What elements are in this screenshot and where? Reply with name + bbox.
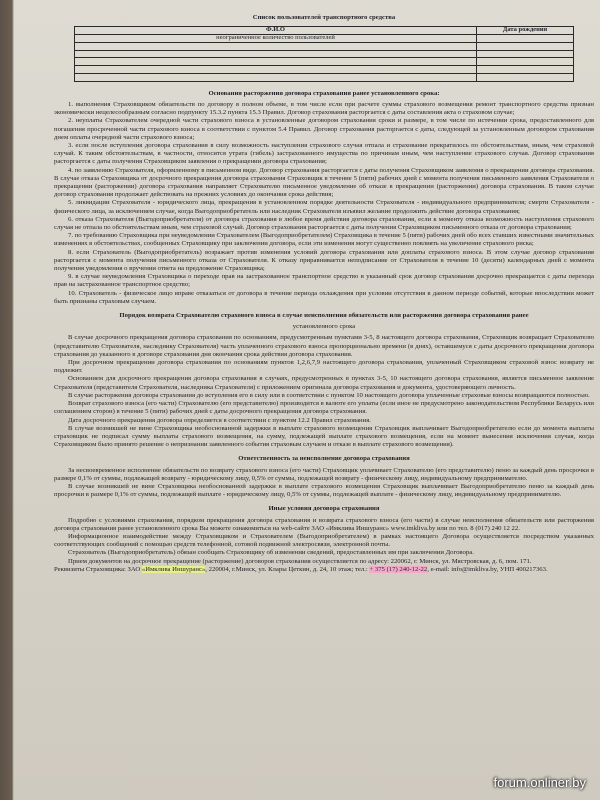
other-paragraph: Страхователь (Выгодоприобретатель) обязан сообщать Страховщику об изменении сведений, предоставленных им при заключении Договора. <box>68 549 474 557</box>
document-page <box>14 0 600 800</box>
table-row <box>75 35 574 43</box>
table-cell <box>75 66 477 74</box>
table-cell <box>75 73 477 81</box>
refund-paragraph: При досрочном прекращении договора страхования по основаниям пунктов 1,2,6,7,9 настоящего договора страхования, уплаченный Страховщиком страховой взнос возврату не подлежит. <box>54 359 594 375</box>
forum-watermark: forum.onliner.by <box>493 775 586 790</box>
table-cell <box>477 73 574 81</box>
table-cell <box>477 58 574 66</box>
table-cell <box>477 50 574 58</box>
termination-item: 1. выполнения Страховщиком обязательств по договору в полном объеме, в том числе если при расчете суммы страхового возмещения ремонт транспортного средства признан экономически нецелесообразным согласно подпункту 15.3.2 пункта 15.3 Правил. Договор страхования расторгается с даты составления акта о страховом случае; <box>54 100 594 117</box>
table-row <box>75 58 574 66</box>
termination-item: 10. Страхователь - физическое лицо вправе отказаться от договора в течение периода охлаждения при условии отсутствия в данном периоде событий, которые впоследствии может быть признаны страховым случаем. <box>54 289 594 305</box>
termination-heading: Основания расторжения договора страхования ранее установленного срока: <box>208 89 440 97</box>
termination-item: 7. по требованию Страховщика при неуведомлении Страхователем (Выгодоприобретателем) Страховщика в течение 5 (пяти) рабочих дней обо всех ставших известными значительных изменениях в обстоятельствах, сообщенных Страховщику при заключении договора, если эти изменения могут существенно повлиять на увеличение страхового риска; <box>54 232 594 248</box>
users-table-title: Список пользователей транспортного средства <box>252 14 396 21</box>
table-cell <box>477 66 574 74</box>
liability-paragraph: В случае возникшей не вине Страховщика необоснованной задержки в выплате страхового возмещения Страховщик выплачивает Выгодоприобретателю пеню за каждый день просрочки в размере 0,1% от суммы, подлежащей выплате - юридическому лицу, 0,5% от суммы, подлежащей выплате - физическому лицу, индивидуальному предпринимателю. <box>54 482 594 499</box>
table-cell <box>75 50 477 58</box>
liability-heading: Ответственность за неисполнение договора страхования <box>238 455 410 463</box>
insurer-requisites <box>54 566 594 574</box>
table-row <box>75 50 574 58</box>
other-paragraph: Информационное взаимодействие между Страховщиком и Страхователем (Выгодоприобретателем) в рамках настоящего Договора осуществляется посредством указанных соответствующих сообщений с помощью средств телефонной, сотовой подвижной электросвязи, электронной почты. <box>54 532 594 549</box>
unlimited-users-cell: неограниченное количество пользователей <box>75 35 477 43</box>
termination-item: 2. неуплаты Страхователем очередной части страхового взноса в установленные договором страхования сроки и размере, в том числе по истечении срока, предоставленного для погашения просроченной части страхового взноса в соответствии с пунктом 5.4 Правил. Договор страхования расторгается с даты, следующей за установленным договором страхования днем оплаты очередной части страхового взноса; <box>54 117 594 141</box>
other-paragraph: Прием документов на досрочное прекращение (расторжение) договоров страхования осуществляется по адресу: 220062, г. Минск, ул. Мястровская, д. 6, пом. 171. <box>68 557 532 565</box>
table-cell <box>477 35 574 43</box>
refund-paragraph: Дата досрочного прекращения договора определяется в соответствии с пунктом 12.2 Правил страхования. <box>68 416 371 424</box>
requisites-label: Реквизиты Страховщика: ЗАО <box>54 565 142 573</box>
col-name-header: Ф.И.О <box>75 27 477 35</box>
refund-subheading: установленного срока <box>292 323 356 331</box>
refund-paragraph: В случае расторжения договора страхования до вступления его в силу или в соответствии с пунктом 10 настоящего договора уплаченные страховые взносы возвращаются полностью. <box>68 391 590 399</box>
termination-item: 9. в случае неуведомления Страховщика о переходе прав на застрахованное транспортное средство в указанный срок договор страхования досрочно прекращается с даты перехода прав на застрахованное транспортное средство; <box>54 273 594 289</box>
requisites-email: , e-mail: info@imkliva.by, УНП 400217363. <box>427 565 548 573</box>
refund-paragraph: В случае досрочного прекращения договора страхования по основаниям, предусмотренным пунктами 3-5, 8 настоящего договора страхования, Страховщик возвращает Страхователю (представителю Страхователя, наследнику Страхователя) часть уплаченного страхового взноса пропорционально времени (в днях), оставшемуся с даты досрочного прекращения договора страхования до указанного в договоре страхования дня окончания срока действия договора страхования. <box>54 334 594 358</box>
table-cell <box>75 58 477 66</box>
termination-item: 4. по заявлению Страхователя, оформленному в письменном виде. Договор страхования расторгается с даты получения Страховщиком заявления о прекращении договора страхования. В случае отказа Страховщика от досрочного прекращения договора страхования Страховщик в течение 5 (пяти) рабочих дней с момента получения письменного заявления Страхователя о прекращении (расторжении) договора страхования направляет Страхователю письменное уведомление об отказе в прекращении (расторжении) договора страхования. В таком случае договор страхования продолжает действовать на прежних условиях до окончания срока действия; <box>54 166 594 199</box>
refund-paragraph: Основанием для досрочного прекращения договора страхования в случаях, предусмотренных в пунктах 3-5, 10 настоящего договора страхования, является письменное заявление Страхователя (представителя Страхователя, наследника Страхователя) с приложением оригинала договора страхования и документа, удостоверяющего личность. <box>54 375 594 391</box>
termination-item: 5. ликвидации Страхователя - юридического лица, прекращения в установленном порядке деятельности Страхователя - индивидуального предпринимателя; смерти Страхователя - физического лица, за исключением случае, когда Выгодоприобретатель или наследник Страхователя изъявил желание продолжить действие договора страхования; <box>54 199 594 215</box>
refund-paragraph: Возврат страхового взноса (его части) Страхователю (его представителю) производится в валюте его уплаты (если иное не предусмотрено законодательством Республики Беларусь или соглашением сторон) в течение 5 (пяти) рабочих дней с даты досрочного прекращения договора страхования. <box>54 400 594 416</box>
company-name-highlight: «Имклива Иншуранс» <box>141 565 206 573</box>
requisites-address: , 220004, г.Минск, ул. Клары Цеткин, д. 24, 10 этаж; тел.: <box>205 565 370 573</box>
col-birth-header: Дата рождения <box>477 27 574 35</box>
table-row <box>75 66 574 74</box>
table-cell <box>477 42 574 50</box>
termination-item: 8. если Страхователь (Выгодоприобретатель) возражает против изменения условий договора страхования или доплаты страхового взноса. В этом случае договор страхования расторгается с момента получения письменного отказа от Страхователя. К отказу приравнивается неподписание от Страхователя в течение 10 (десяти) календарных дней с момента получения уведомления о вручении ответа на предложение Страховщика; <box>54 248 594 273</box>
table-cell <box>75 42 477 50</box>
document-content <box>54 14 594 574</box>
termination-item: 6. отказа Страхователя (Выгодоприобретателя) от договора страхования в любое время действия договора страхования, если к моменту отказа возможность наступления страхового случая не отпала по обстоятельствам иным, чем страховой случай. Договор страхования расторгается с даты получения Страховщиком письменного отказа от договора страхования; <box>54 215 594 232</box>
phone-number-highlight: + 375 (17) 240-12-22 <box>369 565 428 573</box>
table-row <box>75 73 574 81</box>
refund-heading: Порядок возврата Страхователю страхового взноса в случае неисполнения обязательств или расторжения договора страхования ранее <box>119 312 529 320</box>
refund-paragraph: В случае возникшей не вине Страховщика необоснованной задержки в выплате страхового возмещения Страховщик выплачивает Выгодоприобретателю если до момента выплаты страховщик не подписал сумму выплаты страхового возмещения, на сумму, подлежащей выплате страхового возмещения, если на момент вынесения исключения случая, когда Страховщиком было принято решение о непризнании заявленного события страховым случаем и отказе в выплате страхового возмещения). <box>54 424 594 449</box>
users-table <box>74 26 574 82</box>
table-row <box>75 42 574 50</box>
liability-paragraph: За несвоевременное исполнение обязательств по возврату страхового взноса (его части) Страховщик уплачивает Страхователю (его представителю) пеню за каждый день просрочки в размере 0,1% от суммы, подлежащей возврату - юридическому лицу, 0,5% от суммы, подлежащей возврату - физическому лицу, индивидуальному предпринимателю. <box>54 466 594 482</box>
other-paragraph: Подробно с условиями страхования, порядком прекращения договора страхования и возврата страхового взноса (его части) в случае неисполнения обязательств или расторжения договора страхования ранее установленного срока Вы можете ознакомиться на web-сайте ЗАО «Имклива Иншуранс» www.imkliva.by или по тел. 8 (017) 240 12 22. <box>54 516 594 532</box>
termination-item: 3. если после вступления договора страхования в силу возможность наступления страхового случая отпала и страхование прекратилось по обстоятельствам, иным, чем страховой случай. К таким обстоятельствам, в частности, относится утрата (гибель) застрахованного имущества по причинам иным, чем наступление страхового случая. Договор страхования расторгается с даты получения Страховщиком заявления о прекращении договора страхования; <box>54 142 594 166</box>
other-conditions-heading: Иные условия договора страхования <box>268 505 380 513</box>
